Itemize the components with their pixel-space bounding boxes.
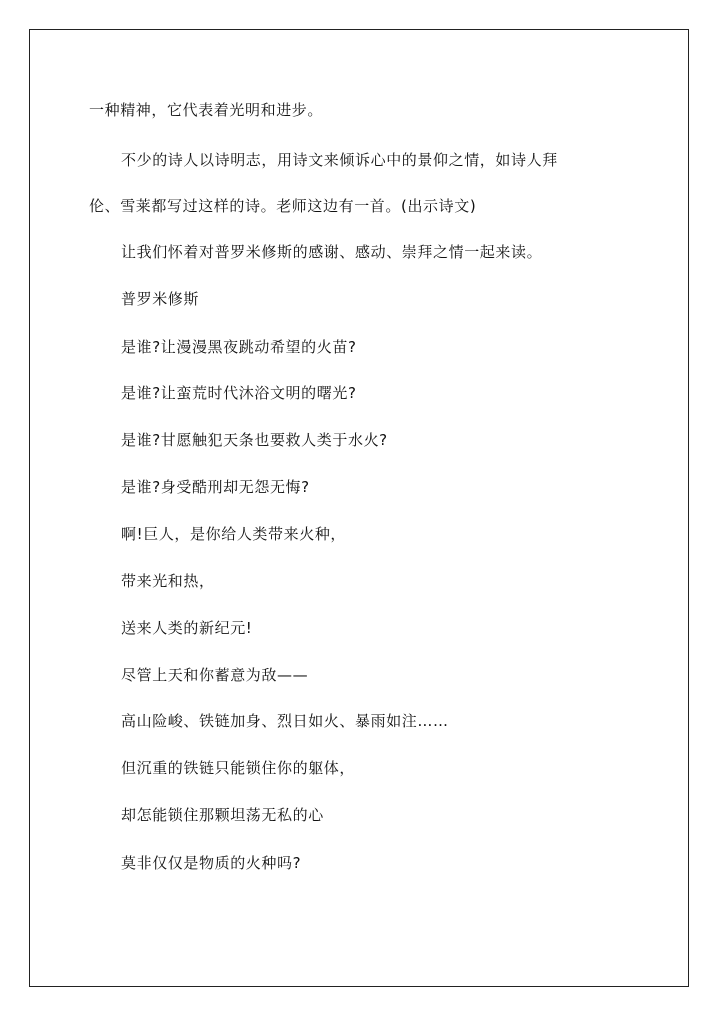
- poem-line-5: 啊!巨人，是你给人类带来火种，: [121, 525, 347, 543]
- page-border: [29, 29, 689, 987]
- poem-line-3: 是谁?甘愿触犯天条也要救人类于水火?: [121, 431, 388, 449]
- text-line-2: 不少的诗人以诗明志，用诗文来倾诉心中的景仰之情，如诗人拜: [121, 151, 558, 169]
- poem-line-10: 但沉重的铁链只能锁住你的躯体，: [121, 759, 356, 777]
- poem-line-9: 高山险峻、铁链加身、烈日如火、暴雨如注……: [121, 712, 449, 730]
- poem-line-2: 是谁?让蛮荒时代沐浴文明的曙光?: [121, 384, 357, 402]
- text-line-4: 让我们怀着对普罗米修斯的感谢、感动、崇拜之情一起来读。: [121, 243, 543, 261]
- text-line-3: 伦、雪莱都写过这样的诗。老师这边有一首。(出示诗文): [89, 197, 477, 215]
- poem-title: 普罗米修斯: [121, 290, 200, 308]
- poem-line-8: 尽管上天和你蓄意为敌——: [121, 666, 309, 684]
- poem-line-6: 带来光和热，: [121, 572, 215, 590]
- poem-line-7: 送来人类的新纪元!: [121, 619, 253, 637]
- poem-line-11: 却怎能锁住那颗坦荡无私的心: [121, 806, 324, 824]
- poem-line-1: 是谁?让漫漫黑夜跳动希望的火苗?: [121, 338, 357, 356]
- poem-line-12: 莫非仅仅是物质的火种吗?: [121, 854, 302, 872]
- text-line-1: 一种精神，它代表着光明和进步。: [89, 101, 324, 119]
- poem-line-4: 是谁?身受酷刑却无怨无悔?: [121, 478, 310, 496]
